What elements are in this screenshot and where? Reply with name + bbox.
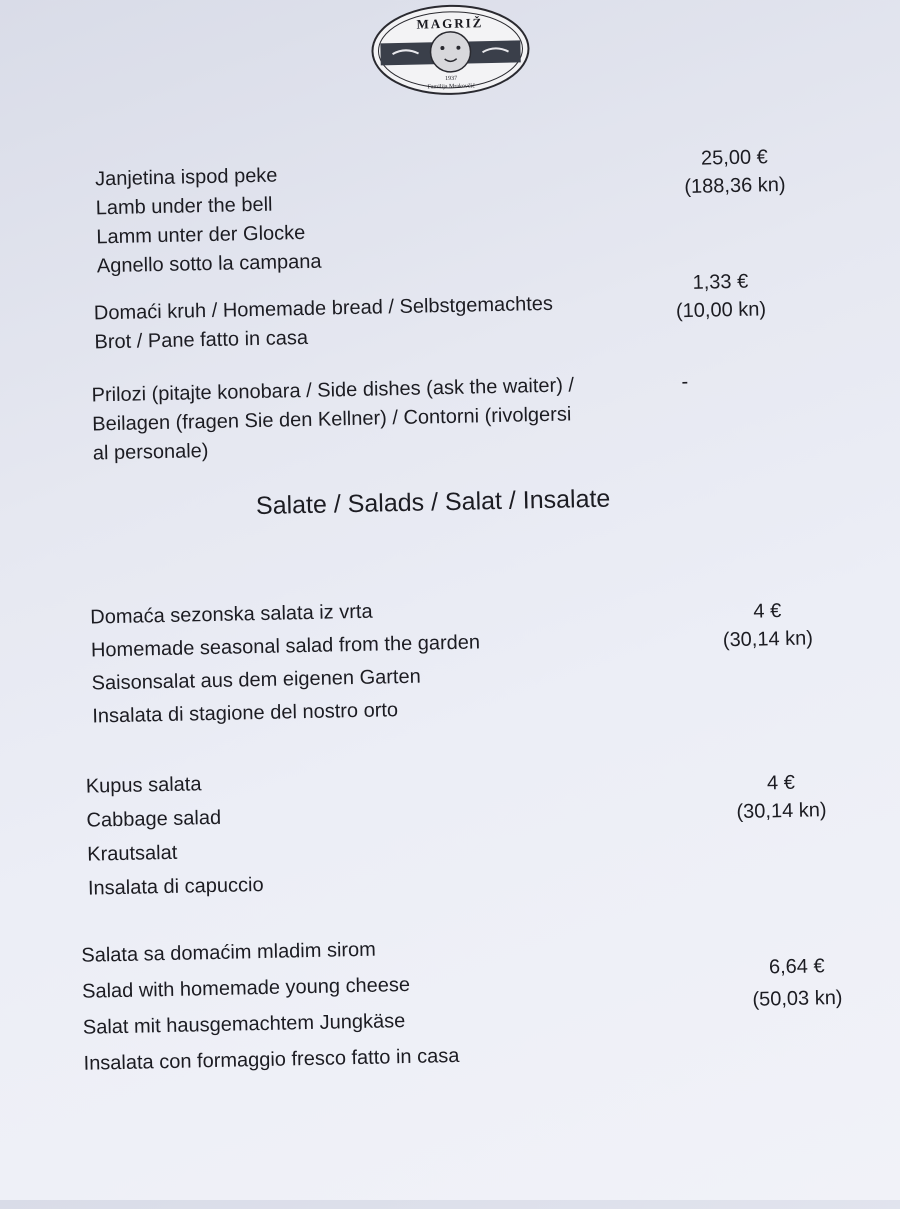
item-line: Agnello sotto la campana (96, 250, 322, 278)
item-line: Insalata di capuccio (87, 873, 264, 900)
item-line: Domaća sezonska salata iz vrta (90, 600, 373, 629)
item-line: Salad with homemade young cheese (81, 973, 411, 1003)
price-kn: (188,36 kn) (684, 173, 786, 198)
price-eur: 4 € (766, 771, 796, 795)
menu-item-cheese-salad (81, 930, 460, 1082)
item-line: Lamb under the bell (95, 193, 273, 220)
price-lamb (684, 143, 786, 201)
item-line: Janjetina ispod peke (94, 164, 278, 191)
price-cabbage-salad (736, 768, 827, 826)
menu-item-bread (94, 290, 554, 358)
price-kn: (10,00 kn) (675, 298, 767, 323)
item-line: Domaći kruh / Homemade bread / Selbstgemachtes (93, 292, 554, 325)
item-line: Kupus salata (85, 773, 202, 798)
price-seasonal-salad (722, 596, 813, 654)
price-side-dishes: - (681, 370, 689, 394)
logo-brand-text: MAGRIŽ (416, 15, 484, 32)
item-line: al personale) (92, 440, 209, 465)
price-eur: 25,00 € (700, 146, 768, 170)
price-cheese-salad (751, 950, 842, 1016)
item-line: Krautsalat (87, 841, 178, 866)
price-kn: (30,14 kn) (736, 799, 827, 824)
item-line: Homemade seasonal salad from the garden (90, 631, 481, 662)
item-line: Lamm unter der Glocke (96, 221, 306, 249)
price-kn: (30,14 kn) (722, 627, 814, 652)
menu-item-cabbage-salad (85, 766, 263, 906)
item-line: Salat mit hausgemachtem Jungkäse (82, 1010, 406, 1039)
restaurant-logo (370, 2, 532, 97)
menu-item-seasonal-salad (90, 593, 482, 733)
item-line: Salata sa domaćim mladim sirom (81, 938, 377, 967)
menu-item-lamb (95, 161, 322, 282)
logo-subtitle-text: Familija Mrakovčić (427, 83, 476, 91)
menu-item-side-dishes (91, 371, 575, 468)
item-line: Cabbage salad (86, 806, 222, 832)
item-line: Insalata di stagione del nostro orto (92, 699, 399, 728)
price-eur: 1,33 € (692, 270, 749, 294)
price-kn: (50,03 kn) (752, 986, 843, 1011)
item-line: Beilagen (fragen Sie den Kellner) / Contorni (rivolgersi (92, 403, 572, 436)
price-eur: 6,64 € (768, 955, 825, 979)
section-title-salads: Salate / Salads / Salat / Insalate (255, 484, 611, 521)
item-line: Brot / Pane fatto in casa (94, 326, 309, 354)
logo-year-text: 1937 (445, 75, 458, 82)
price-bread (675, 267, 766, 325)
price-eur: 4 € (753, 600, 782, 623)
item-line: Prilozi (pitajte konobara / Side dishes (ask the waiter) / (91, 374, 575, 407)
logo-emblem-icon (370, 2, 532, 97)
item-line: Saisonsalat aus dem eigenen Garten (91, 665, 421, 695)
item-line: Insalata con formaggio fresco fatto in casa (83, 1044, 460, 1075)
